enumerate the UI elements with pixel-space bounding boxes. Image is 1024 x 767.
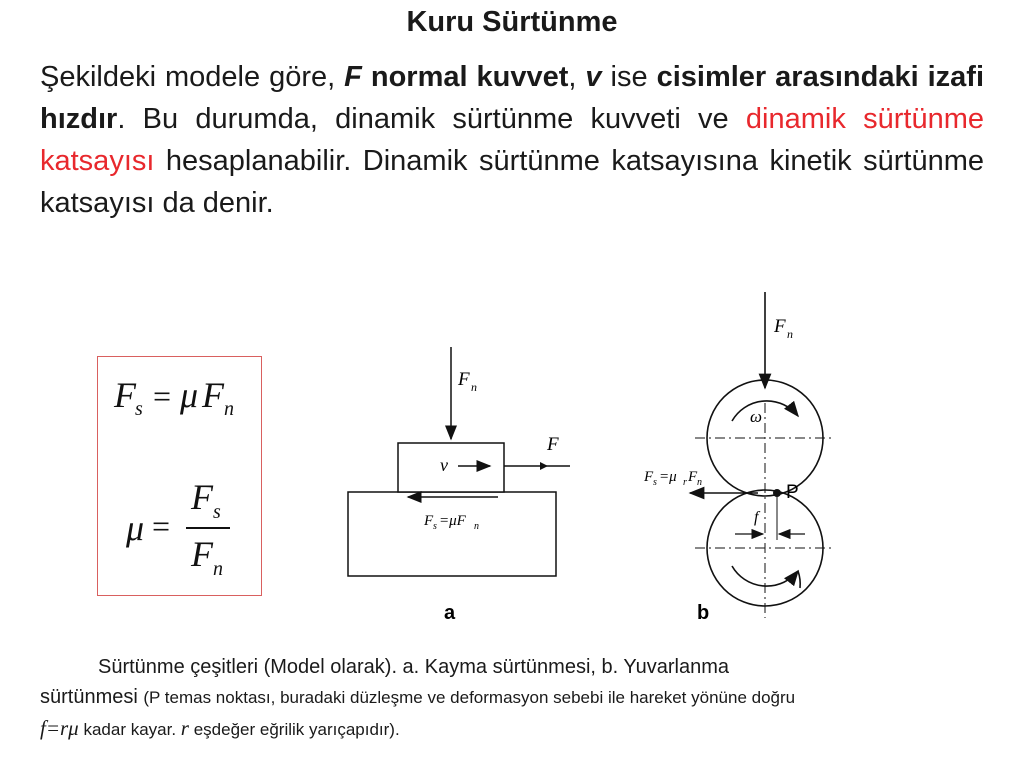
fig-b-friction-sub: s xyxy=(653,477,657,488)
fig-a-friction-label: F xyxy=(424,513,434,529)
intro-force-var: F xyxy=(344,61,362,93)
caption-line-2a: sürtünmesi xyxy=(40,686,138,708)
intro-relative-speed: cisimler arasındaki izafi hızdır xyxy=(40,61,984,135)
caption-line-3b: eşdeğer eğrilik yarıçapıdır). xyxy=(193,720,400,739)
formula2-lhs: μ xyxy=(126,508,145,548)
intro-paragraph xyxy=(40,56,984,224)
caption-line-1 xyxy=(40,652,1000,682)
lower-rotation-tail xyxy=(798,571,800,588)
caption-line-1-text: Sürtünme çeşitleri (Model olarak). a. Kayma sürtünmesi, b. Yuvarlanma xyxy=(98,656,730,678)
intro-text-ise: ise xyxy=(610,61,648,93)
formula2-den-sub: n xyxy=(213,558,223,580)
intro-comma: , xyxy=(568,61,577,93)
fig-a-friction-eq-sub: n xyxy=(474,521,479,532)
fig-b-friction-eq2: F xyxy=(688,469,698,485)
fig-b-friction-eq: =μ xyxy=(659,469,677,485)
caption-line-2 xyxy=(40,682,1000,713)
formula1-rhs-sub: n xyxy=(224,398,234,420)
formula1-lhs-sub: s xyxy=(135,398,143,420)
caption-r-var: r xyxy=(180,716,189,740)
formulas xyxy=(98,357,263,597)
sliding-block xyxy=(398,443,504,492)
fig-b-omega: ω xyxy=(750,407,763,426)
intro-velocity-var: v xyxy=(585,61,602,93)
fig-a-friction-eq: =μF xyxy=(439,513,466,529)
fig-a-fn-label: F xyxy=(458,369,470,390)
formula2-den: F xyxy=(191,534,213,574)
intro-text-2: . Bu durumda, dinamik sürtünme kuvveti ve xyxy=(117,103,729,135)
intro-text-1: Şekildeki modele göre, xyxy=(40,61,336,93)
formula1-mu: μ xyxy=(180,375,199,415)
pull-force-arrowhead xyxy=(540,462,548,470)
fig-a-v-label: v xyxy=(440,455,448,475)
formula1-lhs: F xyxy=(114,375,136,415)
formula1-rhs: F xyxy=(202,375,224,415)
fig-b-panel-label: b xyxy=(697,602,710,624)
figure-caption xyxy=(40,652,1000,745)
fig-b-f-label: f xyxy=(754,509,759,526)
fig-b-fn-label: F xyxy=(774,316,786,337)
formula-box xyxy=(97,356,262,596)
figure-a-sliding xyxy=(340,335,570,625)
fig-b-fn-sub: n xyxy=(787,327,793,341)
caption-line-3a: kadar kayar. xyxy=(83,720,177,739)
formula2-eq: = xyxy=(152,508,171,544)
fig-b-friction-eq2-sub: n xyxy=(697,477,702,488)
slide-title: Kuru Sürtünme xyxy=(406,6,618,38)
fig-b-friction-eq-sub: r xyxy=(683,477,687,488)
base-surface xyxy=(348,492,556,576)
fig-a-panel-label: a xyxy=(444,602,456,624)
intro-highlight: dinamik sürtünme katsayısı xyxy=(40,103,984,177)
formula2-num: F xyxy=(191,477,213,517)
caption-formula: f=rμ xyxy=(40,716,79,740)
fig-b-p-label: P xyxy=(786,482,799,503)
intro-normal-force: normal kuvvet xyxy=(370,61,569,93)
fig-b-friction-label: F xyxy=(644,469,654,485)
formula1-eq: = xyxy=(153,378,172,414)
caption-line-2b: (P temas noktası, buradaki düzleşme ve deformasyon sebebi ile hareket yönüne doğru xyxy=(143,688,796,707)
fig-a-friction-sub: s xyxy=(433,521,437,532)
fig-a-f-label: F xyxy=(547,434,559,455)
caption-line-3 xyxy=(40,713,1000,745)
formula2-num-sub: s xyxy=(213,501,221,523)
figure-b-rolling xyxy=(640,288,870,628)
intro-text-3: hesaplanabilir. Dinamik sürtünme katsayısına kinetik sürtünme katsayısı da denir. xyxy=(40,145,984,219)
fig-a-fn-sub: n xyxy=(471,380,477,394)
